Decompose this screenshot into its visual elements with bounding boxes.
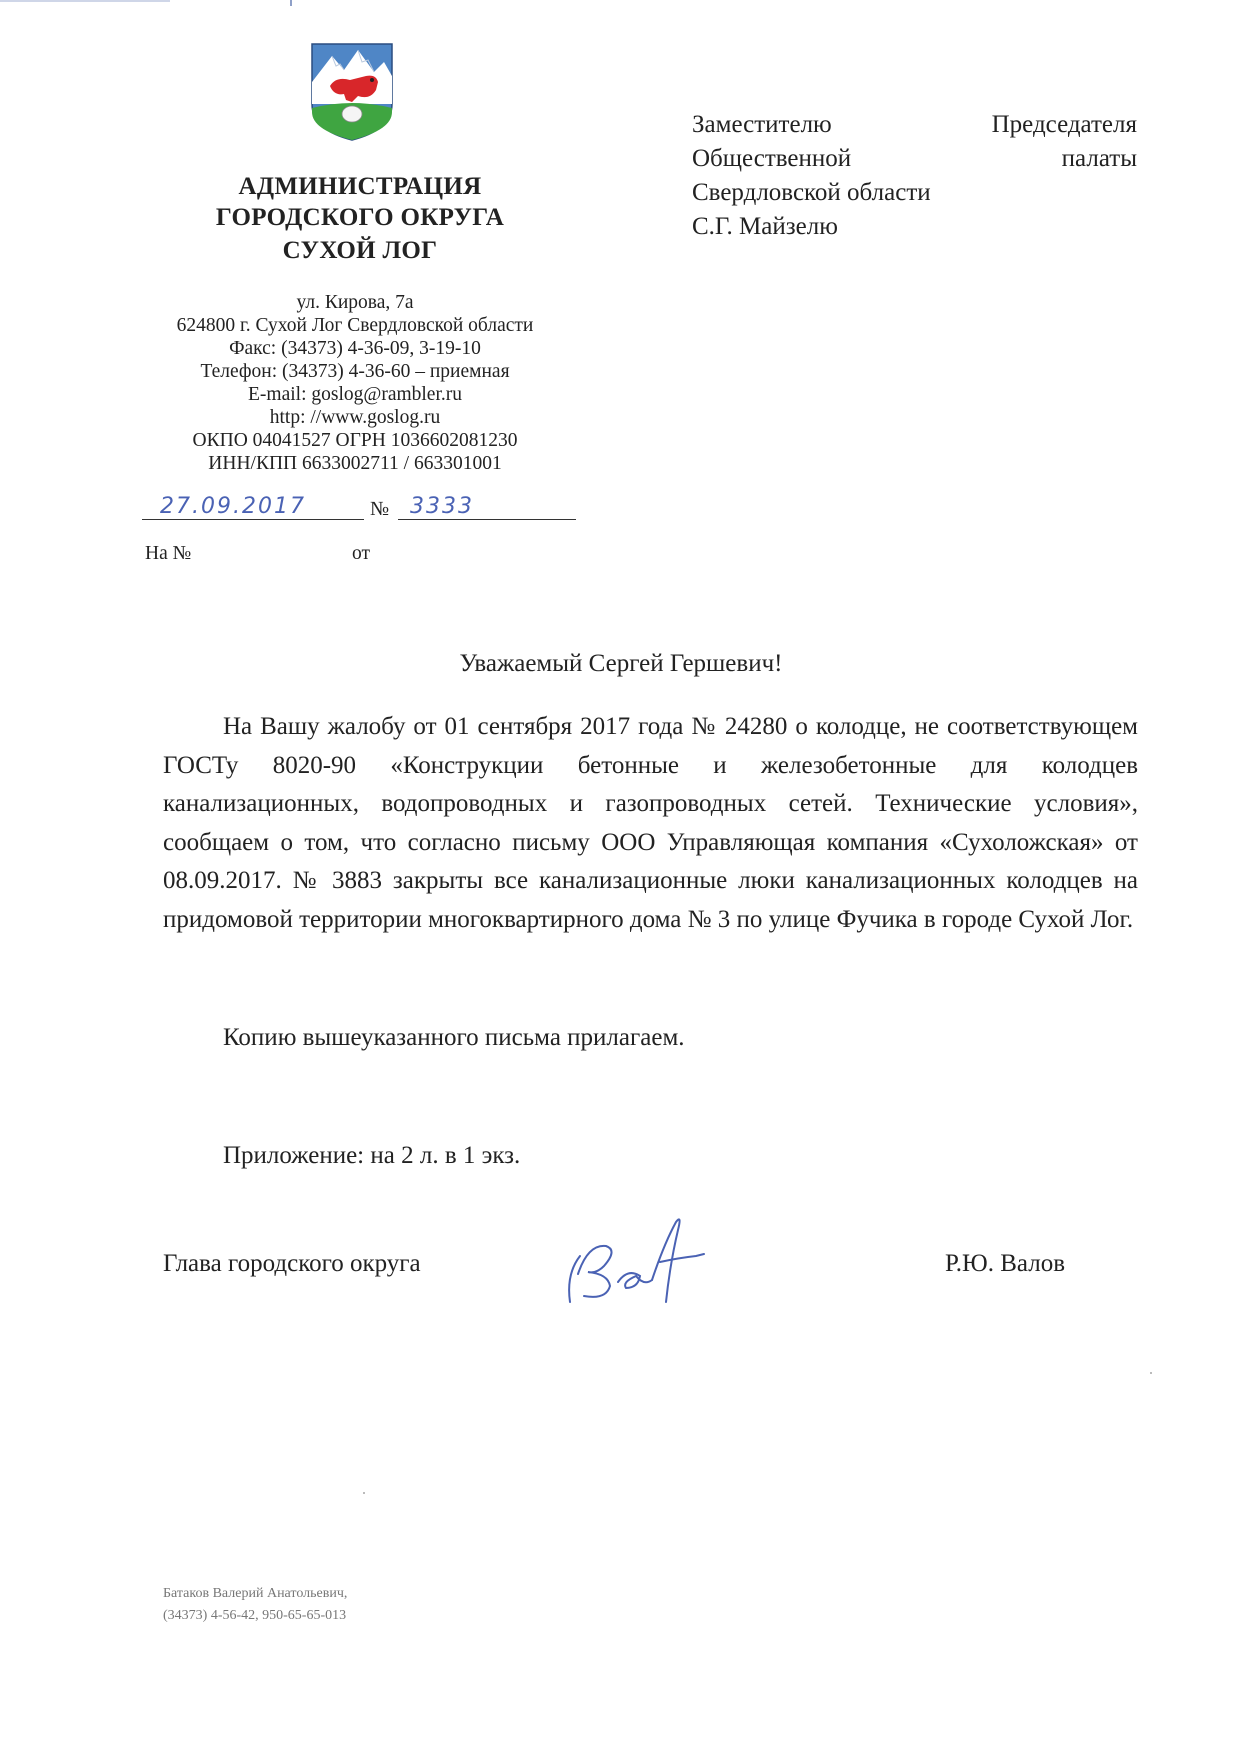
reference-date-label: от: [352, 543, 371, 564]
org-inn-kpp: ИНН/КПП 6633002711 / 663301001: [208, 453, 502, 474]
executor-phones: (34373) 4-56-42, 950-65-65-013: [163, 1608, 347, 1623]
body-paragraph-1: [163, 708, 1138, 939]
scan-speck: [1150, 1372, 1152, 1374]
scan-artifact-line: [0, 0, 170, 2]
addressee-org: Общественной: [692, 145, 852, 172]
body-paragraph-2: Копию вышеуказанного письма прилагаем.: [223, 1024, 685, 1051]
body-paragraph-1-text: На Вашу жалобу от 01 сентября 2017 года № 24280 о колодце, не соответствующем ГОСТу 8020-90 «Конструкции бетонные и железобетонные для колодцев канализационных, водопроводных и газопроводных сетей. Технические условия», сообщаем о том, что согласно письму ООО Управляющая компания «Сухоложская» от 08.09.2017. № 3883 закрыты все канализационные люки канализационных колодцев на придомовой территории многоквартирного дома № 3 по улице Фучика в городе Сухой Лог.: [163, 713, 1138, 933]
addressee-region: Свердловской области: [692, 179, 931, 206]
addressee-position-cont: Председателя: [991, 111, 1137, 138]
attachment-note: Приложение: на 2 л. в 1 экз.: [223, 1142, 521, 1169]
number-underline: [398, 519, 576, 520]
outgoing-number: 3333: [410, 494, 474, 519]
org-phone: Телефон: (34373) 4-36-60 – приемная: [200, 361, 510, 382]
date-underline: [142, 519, 364, 520]
addressee-line2: [692, 142, 1137, 176]
org-name-line1: АДМИНИСТРАЦИЯ: [238, 173, 482, 200]
addressee-line1: [692, 108, 1137, 142]
reference-number-label: На №: [145, 543, 192, 564]
executor-name: Батаков Валерий Анатольевич,: [163, 1586, 348, 1601]
greeting: Уважаемый Сергей Гершевич!: [459, 650, 783, 677]
org-name-line3: СУХОЙ ЛОГ: [282, 237, 438, 264]
signatory-title: Глава городского округа: [163, 1250, 421, 1277]
org-name-line2: ГОРОДСКОГО ОКРУГА: [215, 204, 505, 231]
org-address-city: 624800 г. Сухой Лог Свердловской области: [176, 315, 534, 336]
number-label: №: [370, 498, 390, 520]
addressee-name: С.Г. Майзелю: [692, 213, 838, 240]
org-address-street: ул. Кирова, 7а: [296, 292, 414, 313]
addressee-position: Заместителю: [692, 111, 832, 138]
handwritten-signature: [548, 1204, 748, 1314]
org-website: http: //www.goslog.ru: [269, 407, 441, 428]
scan-artifact-tick: [290, 0, 292, 6]
addressee-org-cont: палаты: [1061, 145, 1137, 172]
signatory-name: Р.Ю. Валов: [945, 1250, 1065, 1277]
scan-speck: [363, 1492, 365, 1494]
org-okpo-ogrn: ОКПО 04041527 ОГРН 1036602081230: [192, 430, 518, 451]
addressee-block: [692, 108, 1137, 244]
org-email: E-mail: goslog@rambler.ru: [248, 384, 462, 405]
outgoing-date: 27.09.2017: [160, 494, 306, 519]
org-fax: Факс: (34373) 4-36-09, 3-19-10: [229, 338, 481, 359]
coat-of-arms-icon: [310, 42, 394, 142]
